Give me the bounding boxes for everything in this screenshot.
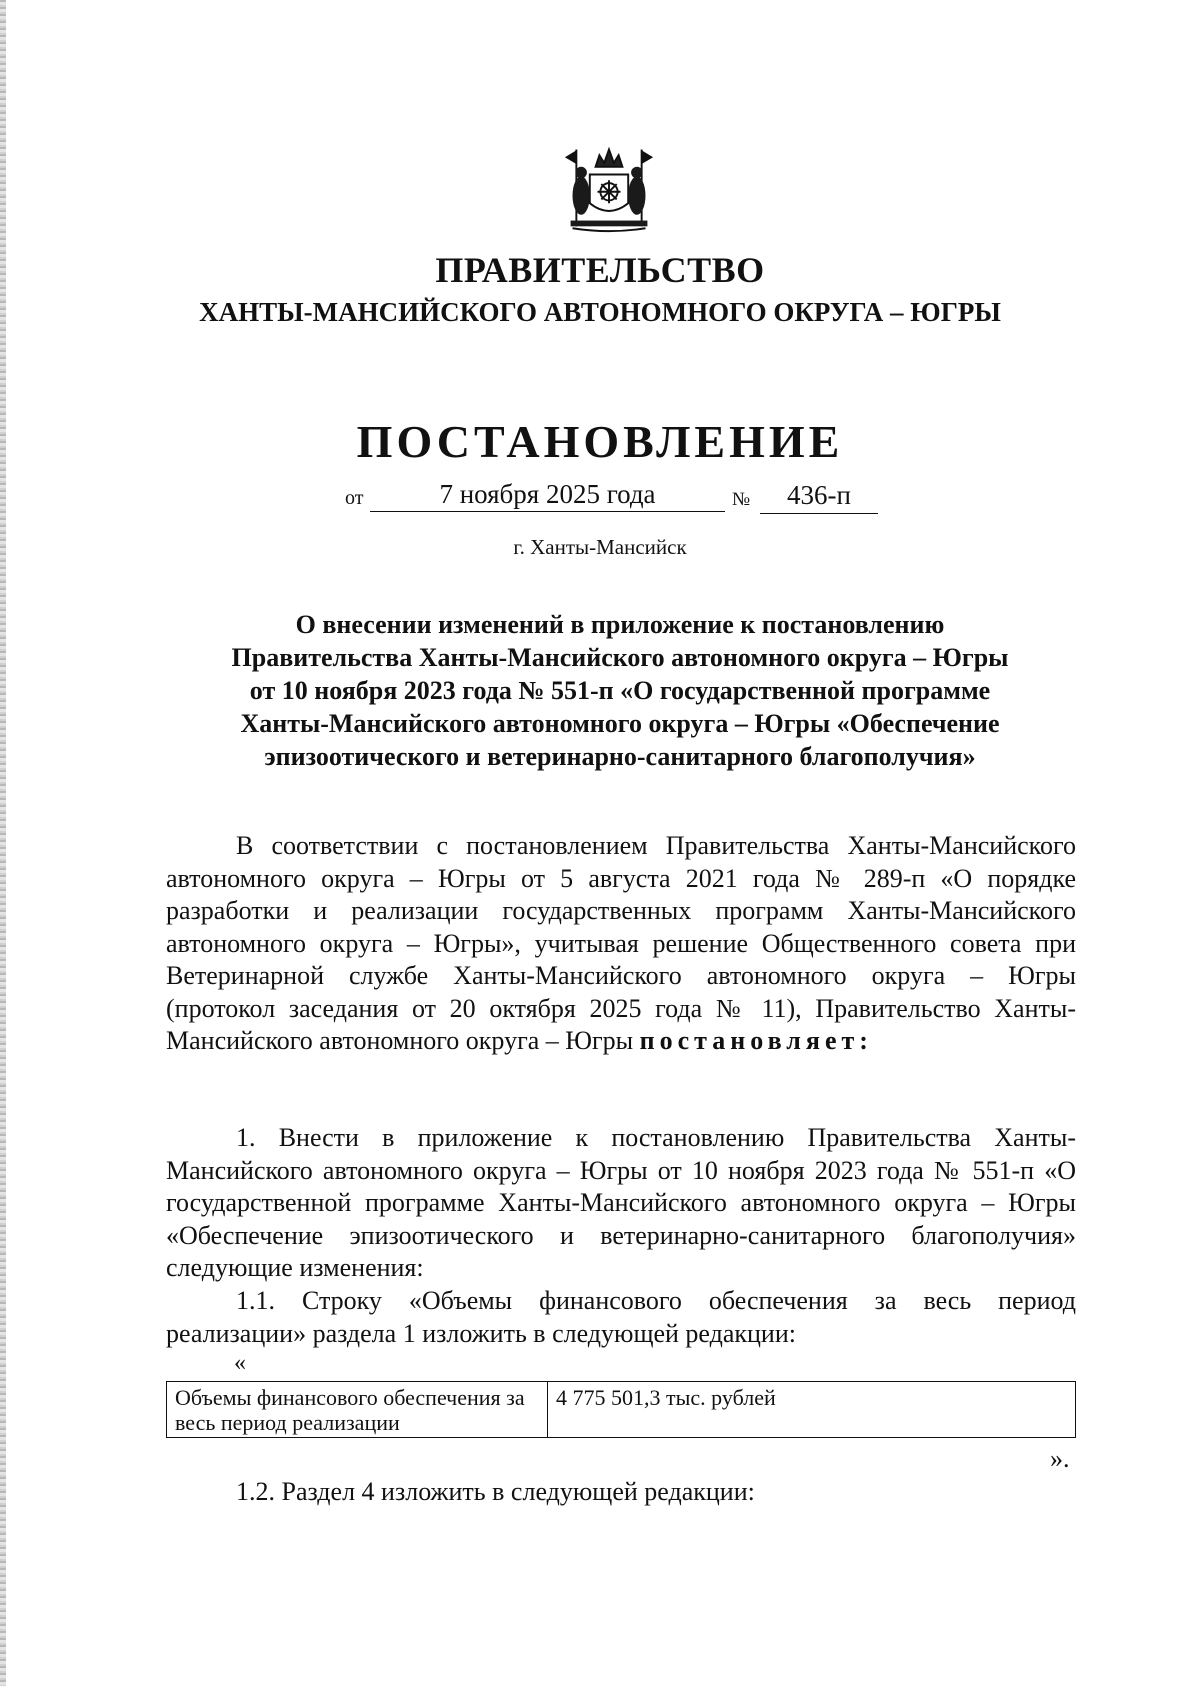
number-prefix: №: [732, 489, 751, 510]
date-prefix: от: [345, 487, 364, 509]
title-line: эпизоотического и ветеринарно-санитарного благополучия»: [264, 742, 976, 771]
document-date: 7 ноября 2025 года: [370, 477, 725, 512]
title-line: Правительства Ханты-Мансийского автономного округа – Югры: [231, 643, 1009, 672]
table-cell-label: Объемы финансового обеспечения за весь период реализации: [167, 1382, 548, 1438]
financing-table: [166, 1381, 1076, 1438]
preamble-text: В соответствии с постановлением Правительства Ханты-Мансийского автономного округа – Югры от 5 августа 2021 года № 289-п «О порядке разработки и реализации государственных программ Ханты-Мансийского автономного округа – Югры», учитывая решение Общественного совета при Ветеринарной службе Ханты-Мансийского автономного округа – Югры (протокол заседания от 20 октября 2025 года № 11), Правительство Ханты-Мансийского автономного округа – Югры: [166, 831, 1076, 1055]
document-type: ПОСТАНОВЛЕНИЕ: [356, 416, 844, 467]
item-1-paragraph: 1. Внести в приложение к постановлению Правительства Ханты-Мансийского автономного округа – Югры от 10 ноября 2023 года № 551-п «О государственной программе Ханты-Мансийского автономного округа – Югры «Обеспечение эпизоотического и ветеринарно-санитарного благополучия» следующие изменения:: [166, 1123, 1076, 1282]
document-number: 436-п: [760, 477, 878, 514]
title-line: Ханты-Мансийского автономного округа – Югры «Обеспечение: [240, 709, 1000, 738]
preamble-paragraph: [166, 830, 1076, 1058]
region-title: ХАНТЫ-МАНСИЙСКОГО АВТОНОМНОГО ОКРУГА – ЮГРЫ: [199, 297, 1001, 327]
document-title: [150, 608, 1090, 773]
table-row: [167, 1382, 1076, 1438]
government-title: ПРАВИТЕЛЬСТВО: [435, 250, 765, 290]
title-line: О внесении изменений в приложение к постановлению: [295, 610, 945, 639]
city: г. Ханты-Мансийск: [513, 535, 687, 559]
resolves-word: постановляет:: [639, 1026, 873, 1055]
khmao-coat-of-arms-icon: [560, 138, 658, 234]
table-cell-value: 4 775 501,3 тыс. рублей: [548, 1382, 1076, 1438]
quote-close: ».: [1050, 1444, 1070, 1473]
date-number-line: [0, 477, 1200, 517]
title-line: от 10 ноября 2023 года № 551-п «О государственной программе: [249, 676, 991, 705]
item-1-2-paragraph: 1.2. Раздел 4 изложить в следующей редакции:: [236, 1477, 755, 1506]
item-1-1-paragraph: 1.1. Строку «Объемы финансового обеспечения за весь период реализации» раздела 1 изложить в следующей редакции:: [166, 1286, 1076, 1348]
quote-open: «: [234, 1350, 246, 1376]
